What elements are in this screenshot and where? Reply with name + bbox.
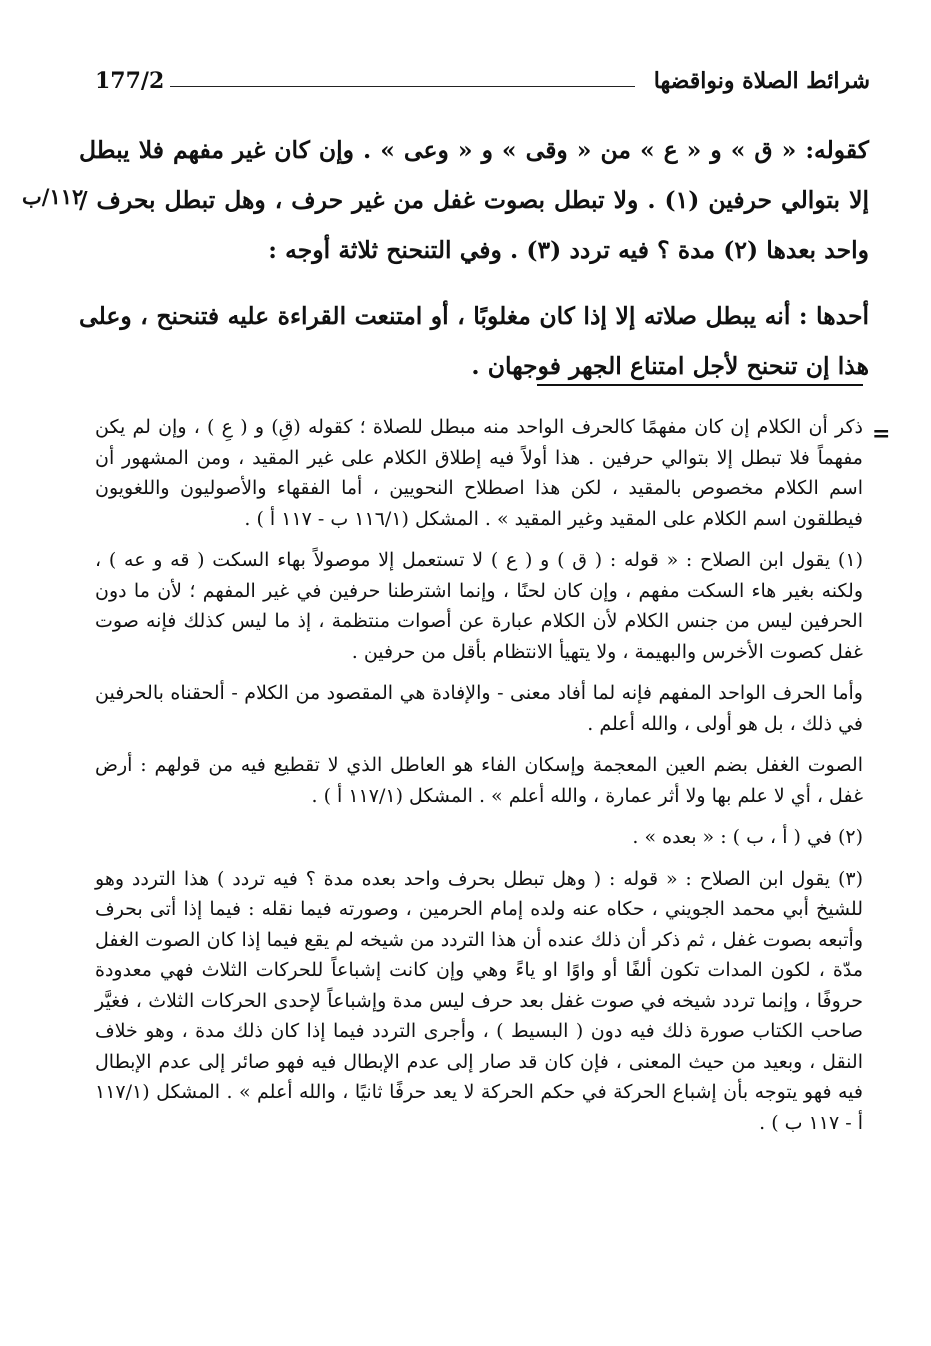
- footnote-separator: [537, 384, 863, 386]
- footnote-continuation-marker: =: [872, 421, 891, 447]
- footnote: الصوت الغفل بضم العين المعجمة وإسكان الفاء هو العاطل الذي لا تقطيع فيه من قولهم : أرض غفل ، أي لا علم بها ولا أثر عمارة ، والله أعلم » . المشكل (١١٧/١ أ ) .: [95, 754, 863, 807]
- main-text: [79, 125, 869, 391]
- footnote: وأما الحرف الواحد المفهم فإنه لما أفاد معنى - والإفادة هي المقصود من الكلام - ألحقناه بالحرفين في ذلك ، بل هو أولى ، والله أعلم .: [95, 682, 863, 735]
- page-number: 177/2: [95, 68, 165, 94]
- footnotes: [95, 412, 863, 1149]
- running-header: [95, 62, 870, 102]
- header-rule: [170, 86, 635, 87]
- footnote: (٣) يقول ابن الصلاح : « قوله : ( وهل تبطل بحرف واحد بعده مدة ؟ فيه تردد ) هذا التردد وهو للشيخ أبي محمد الجويني ، حكاه عنه ولده إمام الحرمين ، وصورته فيما نقله : فيما إذا أتى بحرف وأتبعه بصوت غفل ، ثم ذكر أن ذلك عنده أن هذا التردد من شيخه لم يقع فيما إذا كان الصوت الغفل مدّة ، لكون المدات تكون ألفًا أو واوًا او ياءً وهي وإن كانت إشباعاً للحركات الثلاث فهي معدودة حروفًا ، وإنما تردد شيخه في صوت غفل بعد حرف ليس مدة وإشباعاً لإحدى الحركات الثلاث ، فغيَّر صاحب الكتاب صورة ذلك فيه دون ( البسيط ) ، وأجرى التردد فيما إذا كان ذلك مدة ، وهو خلاف النقل ، وبعيد من حيث المعنى ، فإن كان قد صار إلى عدم الإبطال فيه فهو صائر إلى عدم الإبطال فيه فهو يتوجه بأن إشباع الحركة في حكم الحركة لا يعد حرفًا ثانيًا ، والله أعلم » . المشكل (١١٧/١ أ - ١١٧ ب ) .: [95, 867, 863, 1134]
- footnote: (٢) في ( أ ، ب ) : « بعده » .: [632, 826, 863, 848]
- main-paragraph: كقوله: « ق » و « ع » من « وقى » و « وعى » . وإن كان غير مفهم فلا يبطل إلا بتوالي حرفين (١) . ولا تبطل بصوت غفل من غير حرف ، وهل تبطل بحرف / واحد بعدها (٢) مدة ؟ فيه تردد (٣) . وفي التنحنح ثلاثة أوجه :: [79, 136, 869, 264]
- footnote: ذكر أن الكلام إن كان مفهمًا كالحرف الواحد منه مبطل للصلاة ؛ كقوله (قِ) و ( عِ ) ، وإن لم يكن مفهماً فلا تبطل إلا بتوالي حرفين . هذا أولاً فيه إطلاق الكلام على غير المقيد ، ومن المشهور أن اسم الكلام مخصوص بالمقيد ، لكن هذا اصطلاح النحويين ، أما الفقهاء والأصوليون واللغويون فيطلقون اسم الكلام على المقيد وغير المقيد » . المشكل (١١٦/١ ب - ١١٧ أ ) .: [95, 416, 863, 530]
- chapter-title: شرائط الصلاة ونواقضها: [653, 68, 870, 94]
- manuscript-folio-note: ١١٢/ب: [22, 184, 84, 209]
- footnote: (١) يقول ابن الصلاح : « قوله : ( ق ) و ( ع ) لا تستعمل إلا موصولاً بهاء السكت ( قه و عه ) ، ولكنه بغير هاء السكت مفهم ، وإن كان لحنًا ، وإنما اشترطنا حرفين في غير المفهم ؛ لأن ما دون الحرفين ليس من جنس الكلام لأن الكلام عبارة عن أصوات منتظمة ، إذ ما ليس كذلك فإنه صوت غفل كصوت الأخرس والبهيمة ، ولا يتهيأ الانتظام بأقل من حرفين .: [95, 549, 863, 663]
- main-paragraph: أحدها : أنه يبطل صلاته إلا إذا كان مغلوبًا ، أو امتنعت القراءة عليه فتنحنح ، وعلى هذا إن تنحنح لأجل امتناع الجهر فوجهان .: [79, 302, 869, 380]
